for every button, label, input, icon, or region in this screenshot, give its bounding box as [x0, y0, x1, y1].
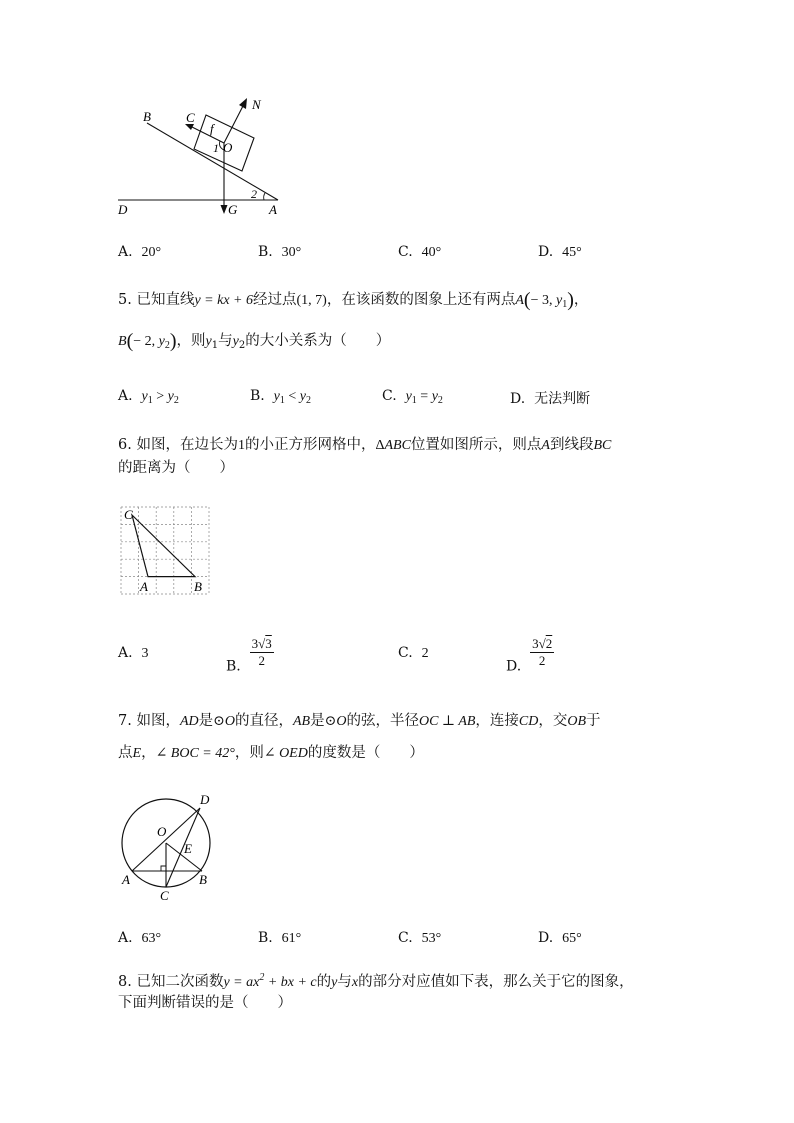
label-C: C [124, 507, 133, 522]
label-D: D [200, 792, 210, 807]
q4-option-b[interactable]: B. 30° [258, 244, 302, 260]
label-2: 2 [251, 187, 257, 201]
q5-option-c[interactable]: C. $y_1 = y_2$ [382, 388, 443, 406]
q6-stem-line1: 6. 如图，在边长为1的小正方形网格中，ΔABC位置如图所示，则点A到线段BC [118, 437, 612, 453]
label-C: C [186, 110, 195, 125]
q7-option-c[interactable]: C. 53° [398, 930, 442, 946]
q4-option-a[interactable]: A. 20° [118, 244, 162, 260]
label-B: B [143, 109, 151, 124]
right-angle-mark [161, 866, 166, 871]
q6-stem-line2: 的距离为（ ） [118, 460, 234, 476]
label-D: D [118, 202, 128, 217]
q4-option-c[interactable]: C. 40° [398, 244, 442, 260]
q7-stem-line2: 点E，∠ BOC = 42°，则∠ OED的度数是（ ） [118, 745, 424, 761]
label-O: O [223, 140, 233, 155]
q5-option-d[interactable]: D. 无法判断 [510, 391, 591, 407]
q8-stem-line1: 8. 已知二次函数$y = ax^2$ + bx + c的y与x的部分对应值如下表，那么关于它的图象， [118, 972, 634, 990]
q6-option-d[interactable]: D. $\frac{3√2}{2}$ [506, 636, 553, 675]
q7-option-b[interactable]: B. 61° [258, 930, 302, 946]
q7-option-d[interactable]: D. 65° [538, 930, 582, 946]
normal-arrowhead [239, 98, 247, 109]
q6-option-c[interactable]: C. 2 [398, 645, 429, 661]
label-O: O [157, 824, 167, 839]
q4-option-d[interactable]: D. 45° [538, 244, 582, 260]
q7-circle-figure [115, 790, 225, 902]
q4-figure [110, 92, 300, 220]
label-N: N [252, 97, 261, 112]
q8-stem-line2: 下面判断错误的是（ ） [118, 995, 292, 1011]
q5-stem-line1: 5. 已知直线y = kx + 6经过点(1, 7)，在该函数的图象上还有两点A(− 3, $y_1$)， [118, 289, 589, 311]
label-B: B [199, 872, 207, 887]
q6-option-b[interactable]: B. $\frac{3√3}{2}$ [226, 636, 272, 675]
angle-2-arc [264, 193, 265, 200]
label-f: f [210, 121, 214, 136]
label-C: C [160, 888, 169, 902]
label-A: A [269, 202, 277, 217]
label-B: B [194, 579, 202, 594]
q6-option-a[interactable]: A. 3 [118, 645, 149, 661]
q7-stem-line1: 7. 如图，AD是⊙O的直径，AB是⊙O的弦，半径OC ⊥ AB，连接CD，交OB于 [118, 713, 601, 729]
label-1: 1 [213, 141, 219, 155]
label-A: A [122, 872, 130, 887]
gravity-arrowhead [221, 205, 228, 214]
normal-force-arrow [224, 104, 244, 143]
label-G: G [228, 202, 238, 217]
q5-stem-line2: B(− 2, $y_2$)，则$y_1$与$y_2$的大小关系为（ ） [118, 330, 391, 352]
q6-grid-figure [118, 505, 214, 597]
q5-option-a[interactable]: A. $y_1 > y_2$ [118, 388, 179, 406]
q7-option-a[interactable]: A. 63° [118, 930, 162, 946]
q5-option-b[interactable]: B. $y_1 < y_2$ [250, 388, 311, 406]
label-A: A [140, 579, 148, 594]
label-E: E [184, 841, 192, 856]
